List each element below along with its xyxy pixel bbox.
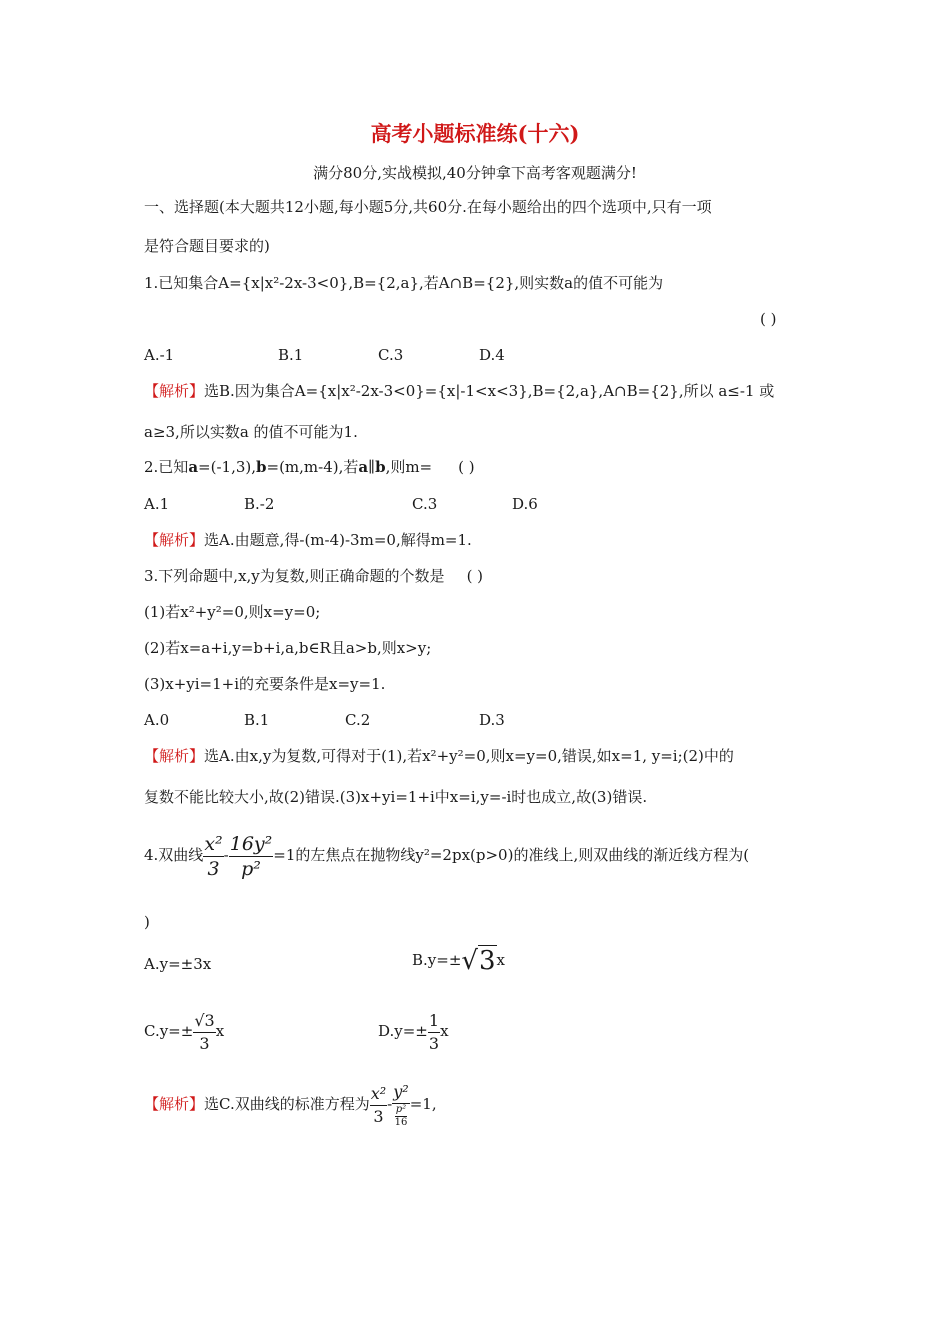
fraction-denominator: 3 xyxy=(207,857,220,880)
q4-option-a: A.y=±3x xyxy=(144,955,212,973)
q3-stem xyxy=(144,566,483,586)
q4-stem-suffix: =1的左焦点在抛物线y²=2px(p>0)的准线上,则双曲线的渐近线方程为( xyxy=(273,846,750,864)
option-c-suffix: x xyxy=(215,1022,225,1040)
fraction-numerator: 16y² xyxy=(229,832,273,855)
sqrt-symbol: √3 xyxy=(461,946,496,976)
q3-stem-text: 3.下列命题中,x,y为复数,则正确命题的个数是 xyxy=(144,567,445,585)
minus-sign: - xyxy=(387,1095,393,1113)
option-d-fraction xyxy=(428,1010,440,1055)
fraction-numerator: y² xyxy=(392,1081,409,1104)
minus-sign: - xyxy=(223,846,229,864)
option-b-suffix: x xyxy=(496,951,505,969)
q2-analysis-text: 选A.由题意,得-(m-4)-3m=0,解得m=1. xyxy=(204,531,472,549)
q3-analysis-line2: 复数不能比较大小,故(2)错误.(3)x+yi=1+i中x=i,y=-i时也成立,故(3)错误. xyxy=(144,788,648,806)
vector-b: b xyxy=(375,458,386,476)
q1-stem: 1.已知集合A={x|x²-2x-3<0},B={2,a},若A∩B={2},则实数a的值不可能为 xyxy=(144,274,664,292)
radicand: 3 xyxy=(478,946,496,976)
section-heading-line2: 是符合题目要求的) xyxy=(144,237,270,255)
q1-option-d: D.4 xyxy=(479,346,505,364)
fraction-denominator xyxy=(392,1104,409,1129)
q4-analysis-suffix: =1, xyxy=(409,1095,437,1113)
q2-option-a: A.1 xyxy=(144,495,170,513)
fraction-numerator: x² xyxy=(204,832,223,855)
q4-bracket-close: ) xyxy=(144,913,150,931)
q2-option-c: C.3 xyxy=(412,495,438,513)
fraction-denominator: 16 xyxy=(394,1117,408,1128)
fraction-denominator: p² xyxy=(241,857,261,880)
fraction-numerator: x² xyxy=(370,1083,387,1106)
nested-fraction xyxy=(395,1104,408,1129)
standard-form-fraction-x xyxy=(370,1083,387,1128)
parallel-symbol: ∥ xyxy=(368,458,376,476)
q2-answer-bracket: ( ) xyxy=(458,458,475,476)
q2-analysis xyxy=(144,530,472,550)
q2-option-b: B.-2 xyxy=(244,495,275,513)
standard-form-fraction-y xyxy=(392,1081,409,1129)
q1-option-a: A.-1 xyxy=(144,346,175,364)
vector-a: a xyxy=(188,458,199,476)
q3-option-b: B.1 xyxy=(244,711,270,729)
q1-option-b: B.1 xyxy=(278,346,304,364)
option-d-prefix: D.y=± xyxy=(378,1022,428,1040)
fraction-denominator: 3 xyxy=(428,1033,440,1053)
analysis-tag: 【解析】 xyxy=(144,747,205,765)
q1-analysis-text: 选B.因为集合A={x|x²-2x-3<0}={x|-1<x<3},B={2,a},A∩B={2},所以 a≤-1 或 xyxy=(204,382,775,400)
hyperbola-fraction-y xyxy=(229,832,274,881)
q3-option-c: C.2 xyxy=(345,711,371,729)
q4-option-c xyxy=(144,1007,224,1055)
q3-option-a: A.0 xyxy=(144,711,170,729)
vector-a: a xyxy=(358,458,369,476)
q4-option-b xyxy=(412,946,505,976)
option-d-suffix: x xyxy=(440,1022,449,1040)
option-c-fraction xyxy=(193,1010,215,1055)
q2-stem-prefix: 2.已知 xyxy=(144,458,189,476)
analysis-tag: 【解析】 xyxy=(144,382,205,400)
analysis-tag: 【解析】 xyxy=(144,531,205,549)
section-heading-line1: 一、选择题(本大题共12小题,每小题5分,共60分.在每小题给出的四个选项中,只有一项 xyxy=(144,198,712,216)
q4-stem-prefix: 4.双曲线 xyxy=(144,846,204,864)
q2-stem-suffix: ,则m= xyxy=(385,458,433,476)
q2-vector-b-value: =(m,m-4),若 xyxy=(266,458,359,476)
q1-option-c: C.3 xyxy=(378,346,404,364)
q2-option-d: D.6 xyxy=(512,495,538,513)
q2-vector-a-value: =(-1,3), xyxy=(198,458,257,476)
fraction-denominator: 3 xyxy=(199,1033,210,1053)
page-title: 高考小题标准练(十六) xyxy=(370,121,580,146)
fraction-numerator: p² xyxy=(395,1104,407,1115)
q1-analysis-line1 xyxy=(144,381,774,401)
q3-item-2: (2)若x=a+i,y=b+i,a,b∈R且a>b,则x>y; xyxy=(144,639,432,657)
q4-option-d xyxy=(378,1007,449,1055)
q3-answer-bracket: ( ) xyxy=(466,567,484,585)
q4-analysis xyxy=(144,1072,437,1136)
q3-item-1: (1)若x²+y²=0,则x=y=0; xyxy=(144,603,321,621)
q1-answer-bracket: ( ) xyxy=(760,310,777,328)
q3-analysis-line1 xyxy=(144,746,734,766)
vector-b: b xyxy=(256,458,267,476)
option-b-prefix: B.y=± xyxy=(412,951,462,969)
fraction-denominator: 3 xyxy=(373,1106,384,1126)
q1-analysis-line2: a≥3,所以实数a 的值不可能为1. xyxy=(144,423,358,441)
analysis-tag: 【解析】 xyxy=(144,1095,205,1113)
fraction-numerator: 1 xyxy=(428,1010,440,1033)
q4-stem xyxy=(144,830,749,881)
q3-item-3: (3)x+yi=1+i的充要条件是x=y=1. xyxy=(144,675,386,693)
q4-analysis-prefix: 选C.双曲线的标准方程为 xyxy=(204,1095,370,1113)
page-subtitle: 满分80分,实战模拟,40分钟拿下高考客观题满分! xyxy=(313,164,637,182)
fraction-numerator: √3 xyxy=(193,1010,215,1033)
hyperbola-fraction-x xyxy=(203,832,223,881)
q2-stem xyxy=(144,457,475,477)
option-c-prefix: C.y=± xyxy=(144,1022,194,1040)
q3-analysis-text: 选A.由x,y为复数,可得对于(1),若x²+y²=0,则x=y=0,错误,如x=1, y=i;(2)中的 xyxy=(204,747,734,765)
q3-option-d: D.3 xyxy=(479,711,505,729)
